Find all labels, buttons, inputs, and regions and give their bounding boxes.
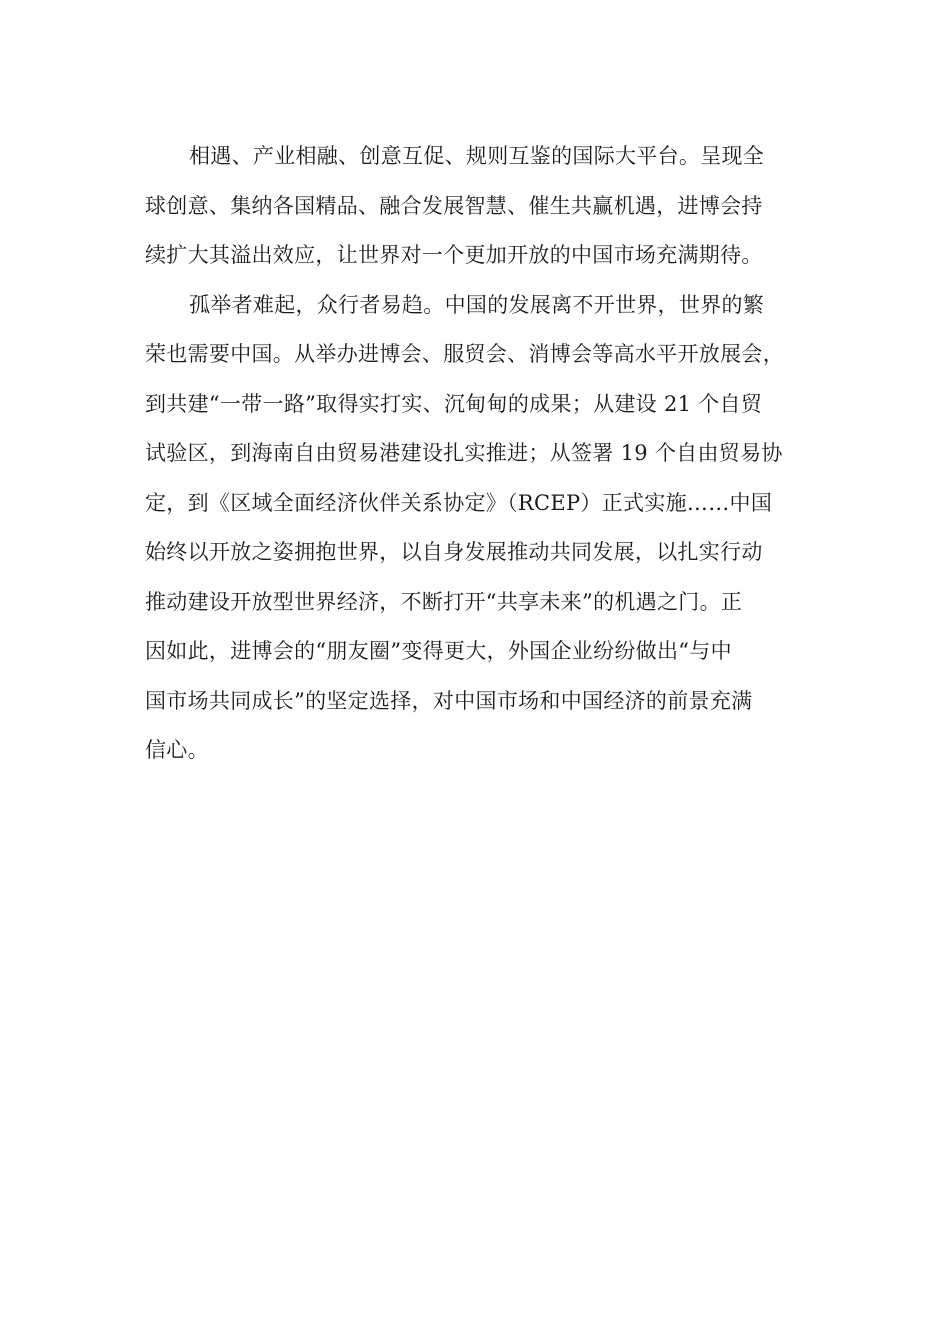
paragraph-2 [145, 281, 807, 776]
text-line: 始终以开放之姿拥抱世界，以自身发展推动共同发展，以扎实行动 [145, 540, 763, 564]
text-line: 试验区，到海南自由贸易港建设扎实推进；从签署 19 个自由贸易协 [145, 441, 783, 465]
text-line: 孤举者难起，众行者易趋。中国的发展离不开世界，世界的繁 [189, 292, 765, 317]
text-line: 续扩大其溢出效应，让世界对一个更加开放的中国市场充满期待。 [145, 243, 763, 267]
text-line: 到共建“一带一路”取得实打实、沉甸甸的成果；从建设 21 个自贸 [145, 391, 763, 416]
paragraph-1 [145, 132, 807, 281]
text-line: 定，到《区域全面经济伙伴关系协定》（RCEP）正式实施……中国 [145, 490, 773, 515]
text-line: 荣也需要中国。从举办进博会、服贸会、消博会等高水平开放展会， [145, 342, 784, 366]
text-line: 推动建设开放型世界经济，不断打开“共享未来”的机遇之门。正 [145, 589, 743, 614]
document-body [145, 132, 807, 776]
text-line: 信心。 [145, 738, 209, 762]
text-line: 相遇、产业相融、创意互促、规则互鉴的国际大平台。呈现全 [189, 144, 765, 168]
text-line: 因如此，进博会的“朋友圈”变得更大，外国企业纷纷做出“与中 [145, 639, 732, 663]
text-line: 球创意、集纳各国精品、融合发展智慧、催生共赢机遇，进博会持 [145, 193, 763, 218]
text-line: 国市场共同成长”的坚定选择，对中国市场和中国经济的前景充满 [145, 688, 753, 713]
